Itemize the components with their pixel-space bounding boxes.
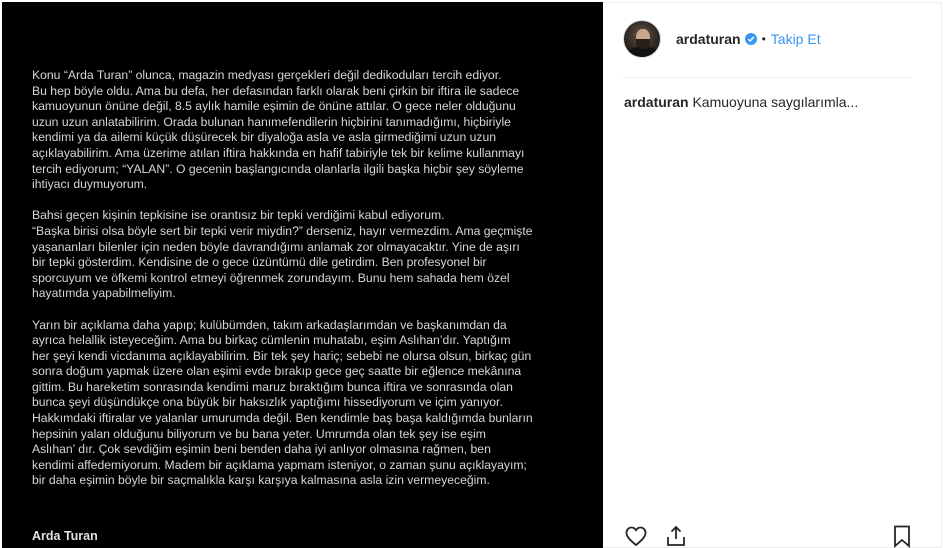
statement-paragraph-1: Konu “Arda Turan” olunca, magazin medyası gerçekleri değil dedikoduları tercih ediyor. Bu hep böyle oldu. Ama bu defa, her defasından farklı olarak beni çirkin bir iftira ile sadece kamuoyunun önüne değil, 8.5 aylık hamile eşimin de önüne attılar. O gece neler olduğunu uzun uzun anlatabilirim. Orada bulunan hanımefendilerin hiçbirini tanımadığımı, hiçbiriyle kendimi ya da ailemi küçük düşürecek bir diyaloğa asla ve asla girmediğimi uzun uzun açıklayabilirim. Ama üzerime atılan iftira hakkında en hafif tabiriyle tek bir kelime kullanmayı tercih ediyorum; “YALAN”. O gecenin başlangıcında olanlarla ilgili başka hiçbir şey söyleme ihtiyacı duymuyorum. — [32, 68, 525, 192]
avatar[interactable] — [623, 20, 661, 58]
verified-badge-icon — [745, 33, 757, 45]
header-separator: • — [761, 32, 766, 46]
post-side-panel — [603, 2, 942, 548]
bookmark-icon[interactable] — [890, 524, 914, 548]
heart-icon[interactable] — [624, 524, 648, 548]
statement-text — [32, 68, 592, 505]
statement-paragraph-2: Bahsi geçen kişinin tepkisine ise orantısız bir tepki verdiğimi kabul ediyorum. “Başka birisi olsa böyle sert bir tepki verir miydin?” derseniz, hayır vermezdim. Ama geçmişte yaşananları bilenler için neden böyle davrandığımı anlamak zor olmayacaktır. Yine de aşırı bir tepki gösterdim. Kendisine de o gece üzüntümü dile getirdim. Ben profesyonel bir sporcuyum ve öfkemi kontrol etmeyi öğrenmek zorundayım. Bunu hem sahada hem özel hayatımda yapabilmeliyim. — [32, 208, 533, 301]
post-image[interactable] — [2, 2, 603, 548]
post-actions — [624, 524, 914, 548]
header-divider — [623, 77, 912, 78]
statement-paragraph-3: Yarın bir açıklama daha yapıp; kulübümden, takım arkadaşlarımdan ve başkanımdan da ayrıca helallik isteyeceğim. Ama bu birkaç cümlenin muhatabı, eşim Aslıhan’dır. Yaptığım her şeyi kendi vicdanıma açıklayabilirim. Bir tek şey hariç; sebebi ne olursa olsun, birkaç gün sonra doğum yapmak üzere olan eşimi evde bırakıp gece geç saatte bir eğlence mekânına gittim. Bu hareketim sonrasında kendimi maruz bıraktığım bunca iftira ve sonrasında olan bunca şeyi düşündükçe ona büyük bir haksızlık yaptığımı hissediyorum ve içim yanıyor. Hakkımdaki iftiralar ve yalanlar umurumda değil. Ben kendimle baş başa kaldığımda bunların hepsinin yalan olduğunu biliyorum ve bu bana yeter. Umrumda olan tek şey ise eşim Aslıhan’ dır. Çok sevdiğim eşimin beni benden daha iyi anlıyor olmasına rağmen, ben kendimi affedemiyorum. Madem bir açıklama yapmam isteniyor, o zaman şunu açıklayayım; bir daha eşimin böyle bir saçmalıkla karşı karşıya kalmasına asla izin vermeyeceğim. — [32, 317, 533, 488]
follow-button[interactable]: Takip Et — [770, 31, 821, 47]
post-header — [623, 18, 821, 60]
share-icon[interactable] — [664, 524, 688, 548]
statement-signature: Arda Turan — [32, 529, 98, 543]
caption — [624, 94, 858, 110]
caption-username[interactable]: ardaturan — [624, 94, 689, 110]
caption-text: Kamuoyuna saygılarımla... — [692, 94, 859, 110]
header-username[interactable]: ardaturan — [676, 31, 741, 47]
